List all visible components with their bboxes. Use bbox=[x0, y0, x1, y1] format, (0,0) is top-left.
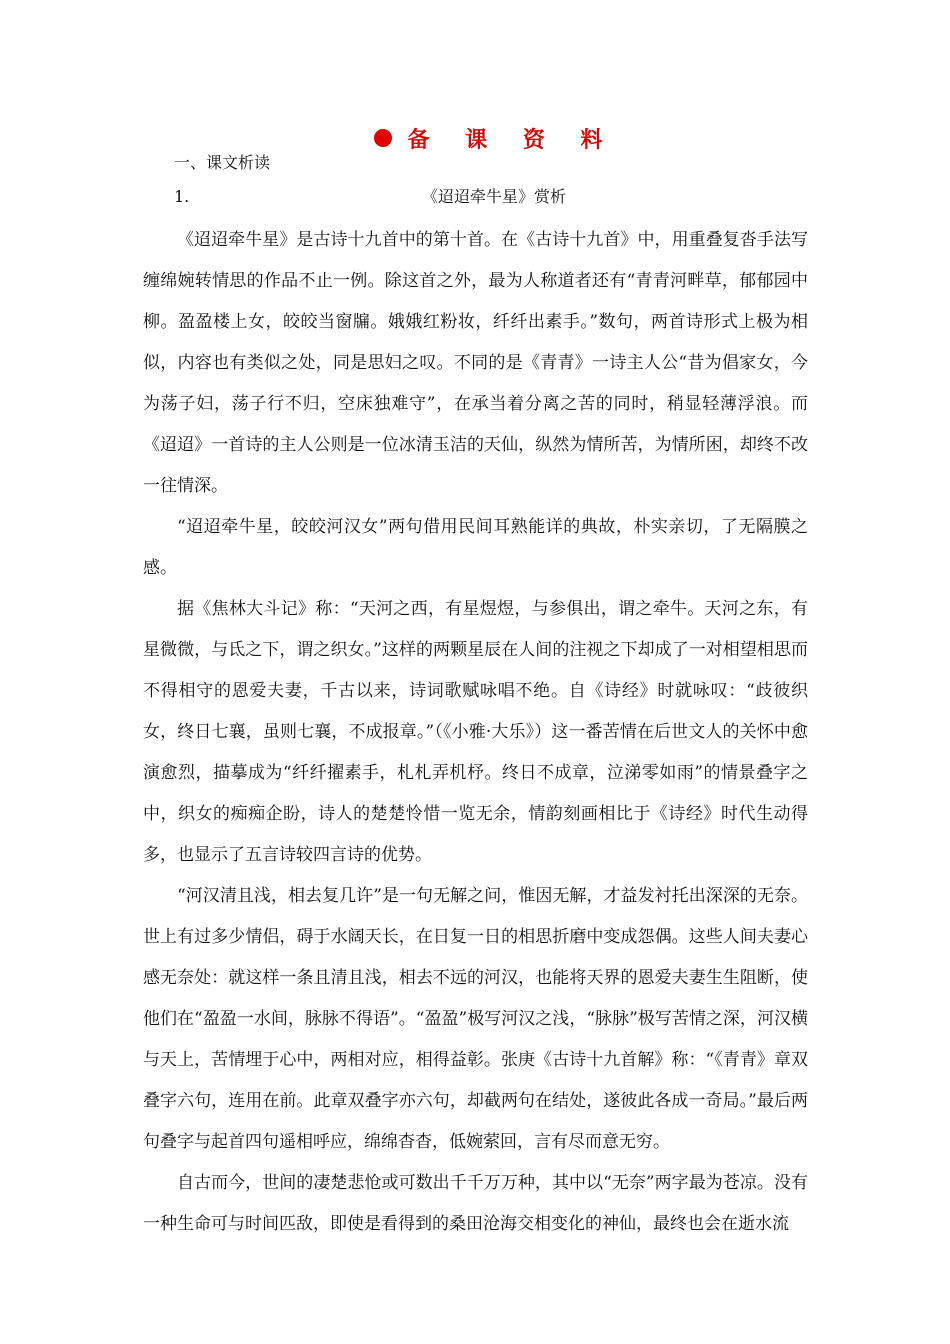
item-number: 1. bbox=[174, 187, 190, 206]
item-title: 《迢迢牵牛星》赏析 bbox=[421, 187, 566, 206]
paragraph: “迢迢牵牛星，皎皎河汉女”两句借用民间耳熟能详的典故，朴实亲切，了无隔膜之感。 bbox=[143, 517, 808, 578]
document-title bbox=[0, 118, 950, 158]
paragraph: “河汉清且浅，相去复几许”是一句无解之问，惟因无解，才益发衬托出深深的无奈。世上有过多少情侣，碍于水阔天长，在日复一日的相思折磨中变成怨偶。这些人间夫妻心感无奈处：就这样一条且清且浅，相去不远的河汉，也能将天界的恩爱夫妻生生阻断，使他们在“盈盈一水间，脉脉不得语”。“盈盈”极写河汉之浅，“脉脉”极写苦情之深，河汉横与天上，苦情埋于心中，两相对应，相得益彰。张庚《古诗十九首解》称：“《青青》章双叠字六句，连用在前。此章双叠字亦六句，却截两句在结处，遂彼此各成一奇局。”最后两句叠字与起首四句遥相呼应，绵绵杳杳，低婉萦回，言有尽而意无穷。 bbox=[143, 886, 808, 1152]
body-text bbox=[143, 220, 808, 1245]
section-heading: 一、课文析读 bbox=[174, 153, 271, 172]
paragraph: 《迢迢牵牛星》是古诗十九首中的第十首。在《古诗十九首》中，用重叠复沓手法写缠绵婉转情思的作品不止一例。除这首之外，最为人称道者还有“青青河畔草，郁郁园中柳。盈盈楼上女，皎皎当窗牖。娥娥红粉妆，纤纤出素手。”数句，两首诗形式上极为相似，内容也有类似之处，同是思妇之叹。不同的是《青青》一诗主人公“昔为倡家女，今为荡子妇，荡子行不归，空床独难守”，在承当着分离之苦的同时，稍显轻薄浮浪。而《迢迢》一首诗的主人公则是一位冰清玉洁的天仙，纵然为情所苦，为情所困，却终不改一往情深。 bbox=[143, 230, 808, 496]
title-text: 备 课 资 料 bbox=[407, 126, 617, 153]
red-bullet-icon bbox=[374, 129, 392, 147]
paragraph: 自古而今，世间的凄楚悲怆或可数出千千万万种，其中以“无奈”两字最为苍凉。没有一种生命可与时间匹敌，即使是看得到的桑田沧海交相变化的神仙，最终也会在逝水流 bbox=[143, 1173, 808, 1234]
paragraph: 据《焦林大斗记》称：“天河之西，有星煜煜，与参俱出，谓之牵牛。天河之东，有星微微，与氐之下，谓之织女。”这样的两颗星辰在人间的注视之下却成了一对相望相思而不得相守的恩爱夫妻，千古以来，诗词歌赋咏唱不绝。自《诗经》时就咏叹：“歧彼织女，终日七襄，虽则七襄，不成报章。”（《小雅·大乐》）这一番苦情在后世文人的关怀中愈演愈烈，描摹成为“纤纤擢素手，札札弄机杼。终日不成章，泣涕零如雨”的情景叠字之中，织女的痴痴企盼，诗人的楚楚怜惜一览无余，情韵刻画相比于《诗经》时代生动得多，也显示了五言诗较四言诗的优势。 bbox=[143, 599, 808, 865]
